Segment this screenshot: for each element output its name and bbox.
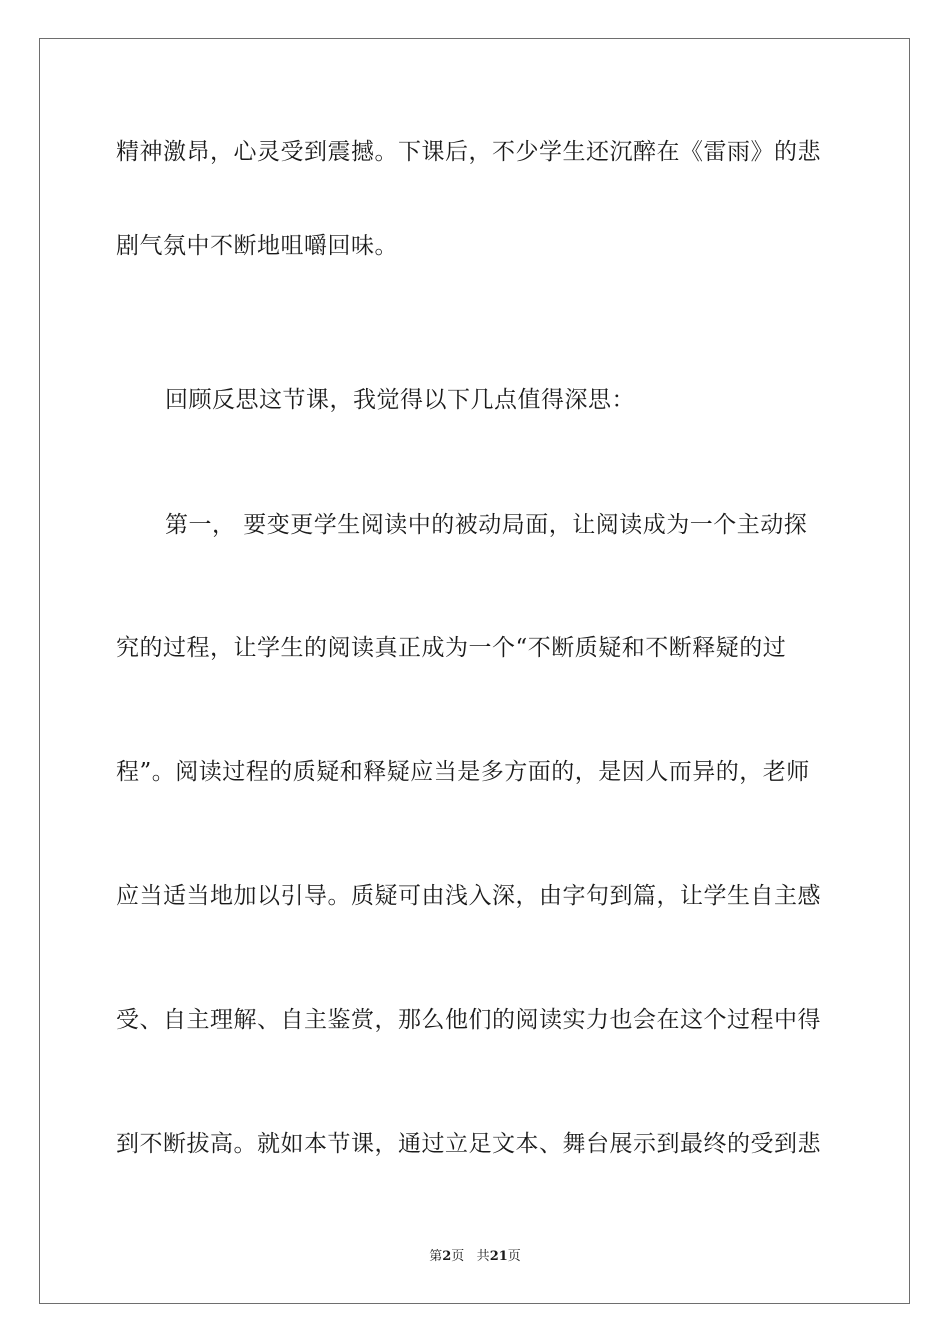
footer-page-current: 2 (442, 1249, 452, 1264)
paragraph-line-6: 程”。阅读过程的质疑和释疑应当是多方面的，是因人而异的，老师 (116, 759, 810, 785)
page-frame (39, 38, 910, 1304)
footer-total-prefix: 共 (476, 1249, 490, 1264)
paragraph-line-8: 受、自主理解、自主鉴赏，那么他们的阅读实力也会在这个过程中得 (116, 1007, 821, 1033)
paragraph-line-2: 剧气氛中不断地咀嚼回味。 (116, 233, 398, 259)
paragraph-line-9: 到不断拔高。就如本节课，通过立足文本、舞台展示到最终的受到悲 (116, 1131, 821, 1157)
paragraph-line-1: 精神激昂，心灵受到震撼。下课后，不少学生还沉醉在《雷雨》的悲 (116, 139, 821, 165)
paragraph-line-7: 应当适当地加以引导。质疑可由浅入深，由字句到篇，让学生自主感 (116, 883, 821, 909)
paragraph-line-3: 回顾反思这节课，我觉得以下几点值得深思： (165, 387, 635, 413)
footer-page-prefix: 第 (429, 1249, 443, 1264)
page-footer (0, 1248, 950, 1266)
paragraph-line-4: 第一， 要变更学生阅读中的被动局面，让阅读成为一个主动探 (165, 512, 808, 538)
footer-total-suffix: 页 (507, 1249, 521, 1264)
footer-page-suffix: 页 (451, 1249, 465, 1264)
paragraph-line-5: 究的过程，让学生的阅读真正成为一个“不断质疑和不断释疑的过 (116, 635, 787, 661)
footer-page-total: 21 (489, 1249, 508, 1264)
